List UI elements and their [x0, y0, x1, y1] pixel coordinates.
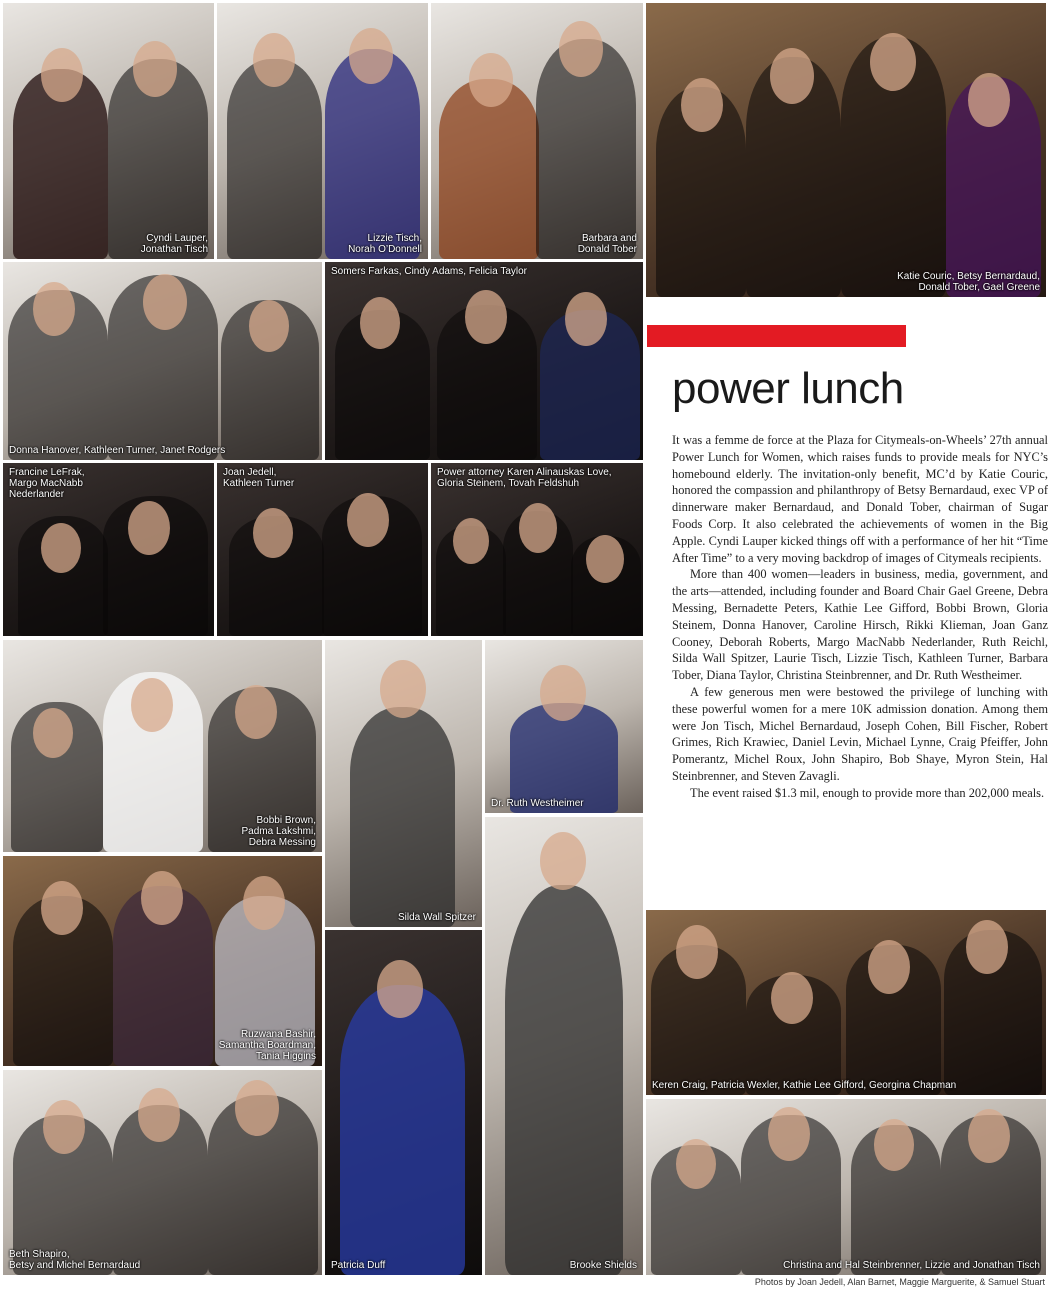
- caption: Beth Shapiro, Betsy and Michel Bernardaud: [9, 1249, 141, 1271]
- photo-joan-jedell: [217, 463, 428, 636]
- caption: Brooke Shields: [569, 1260, 637, 1271]
- photo-brooke-shields: [485, 817, 643, 1275]
- photo-christina-steinbrenner: [646, 1099, 1046, 1275]
- article-paragraph: The event raised $1.3 mil, enough to provide more than 202,000 meals.: [690, 785, 1045, 800]
- photo-lizzie-tisch: [217, 3, 428, 259]
- caption: Cyndi Lauper, Jonathan Tisch: [140, 233, 208, 255]
- article-paragraph: It was a femme de force at the Plaza for Citymeals-on-Wheels’ 27th annual Power Lunch for Women, which raises funds to provide meals for NYC’s homebound elderly. The invitation-only benefit, MC’d by Katie Couric, honored the compassion and philanthropy of Betsy Bernardaud, exec VP of dinnerware maker Bernardaud, and Donald Tober, chairman of Sugar Foods Corp. It also celebrated the achievements of women in the Big Apple. Cyndi Lauper kicked things off with a performance of her hit “Time After Time” to a very moving backdrop of images of Citymeals recipients.: [672, 433, 1048, 565]
- caption: Francine LeFrak, Margo MacNabb Nederlander: [9, 467, 85, 500]
- caption: Somers Farkas, Cindy Adams, Felicia Taylor: [331, 266, 527, 277]
- photo-beth-shapiro: [3, 1070, 322, 1275]
- caption: Donna Hanover, Kathleen Turner, Janet Rodgers: [9, 445, 226, 456]
- article-title: power lunch: [672, 364, 904, 413]
- caption: Silda Wall Spitzer: [398, 912, 476, 923]
- photo-credit: Photos by Joan Jedell, Alan Barnet, Maggie Marguerite, & Samuel Stuart: [754, 1277, 1045, 1287]
- photo-ruzwana-bashir: [3, 856, 322, 1066]
- article-body: [672, 432, 1048, 802]
- photo-somers-farkas: [325, 262, 643, 460]
- caption: Lizzie Tisch, Norah O’Donnell: [348, 233, 422, 255]
- caption: Dr. Ruth Westheimer: [491, 798, 584, 809]
- photo-donna-hanover: [3, 262, 322, 460]
- photo-bobbi-brown: [3, 640, 322, 852]
- photo-patricia-duff: [325, 930, 482, 1275]
- caption: Christina and Hal Steinbrenner, Lizzie and Jonathan Tisch: [783, 1260, 1040, 1271]
- photo-francine-lefrak: [3, 463, 214, 636]
- photo-silda-wall-spitzer: [325, 640, 482, 927]
- photo-karen-love: [431, 463, 643, 636]
- caption: Power attorney Karen Alinauskas Love, Gloria Steinem, Tovah Feldshuh: [437, 467, 612, 489]
- photo-cyndi-lauper: [3, 3, 214, 259]
- article-paragraph: More than 400 women—leaders in business, media, government, and the arts—attended, including founder and Board Chair Gael Greene, Debra Messing, Bernadette Peters, Kathie Lee Gifford, Bobbi Brown, Gloria Steinem, Donna Hanover, Caroline Hirsch, Rikki Klieman, Joan Ganz Cooney, Deborah Roberts, Margo MacNabb Nederlander, Ruth Reichl, Silda Wall Spitzer, Laurie Tisch, Lizzie Tisch, Kathleen Turner, Barbara Tober, Diana Taylor, Christina Steinbrenner, and Dr. Ruth Westheimer.: [672, 567, 1048, 683]
- photo-katie-couric: [646, 3, 1046, 297]
- caption: Ruzwana Bashir, Samantha Boardman, Tania Higgins: [218, 1029, 316, 1062]
- accent-bar: [647, 325, 906, 347]
- caption: Joan Jedell, Kathleen Turner: [223, 467, 295, 489]
- caption: Katie Couric, Betsy Bernardaud, Donald Tober, Gael Greene: [897, 271, 1040, 293]
- caption: Bobbi Brown, Padma Lakshmi, Debra Messing: [241, 815, 316, 848]
- photo-dr-ruth: [485, 640, 643, 813]
- photo-barbara-tober: [431, 3, 643, 259]
- caption: Keren Craig, Patricia Wexler, Kathie Lee Gifford, Georgina Chapman: [652, 1080, 957, 1091]
- caption: Barbara and Donald Tober: [577, 233, 637, 255]
- photo-keren-craig: [646, 910, 1046, 1095]
- article-paragraph: A few generous men were bestowed the privilege of lunching with these powerful women for a mere 10K admission donation. Among them were Jon Tisch, Michel Bernardaud, Joseph Cohen, Bill Fischer, Robert Grimes, Rich Krawiec, Daniel Levin, Michael Lynne, Craig Pfeiffer, John Pomerantz, Michel Roux, John Shapiro, Bob Shaye, Myron Stein, Hal Steinbrenner, and Steven Zavagli.: [672, 684, 1048, 783]
- caption: Patricia Duff: [331, 1260, 386, 1271]
